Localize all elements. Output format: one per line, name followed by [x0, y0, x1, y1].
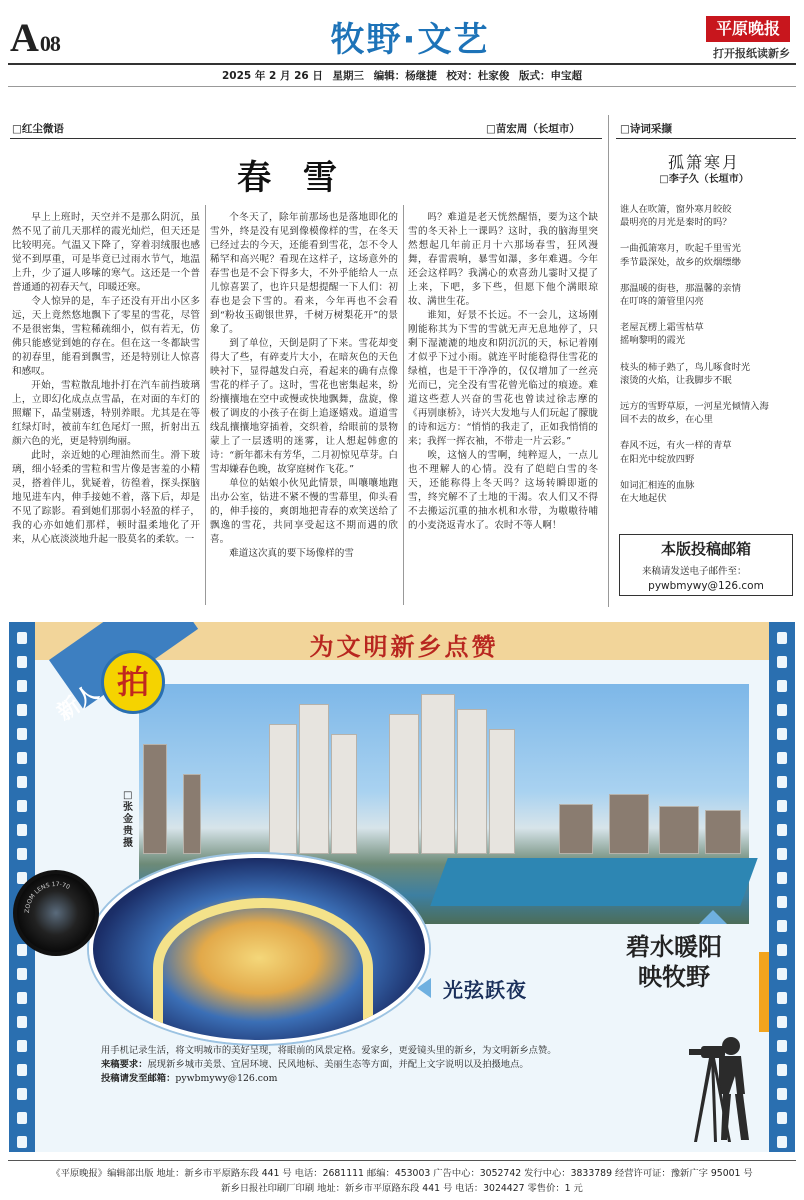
- article-column-1: [12, 211, 200, 547]
- night-photo-caption: 光弦跃夜: [443, 978, 527, 1002]
- poem-line: 摇响黎明的霞光: [620, 335, 686, 347]
- poem-line: 老屋瓦楞上霜雪枯草: [620, 322, 704, 334]
- poem-stanza: [620, 361, 792, 387]
- masthead-divider: [8, 63, 796, 65]
- article-paragraph: 单位的姑娘小伙见此情景，叫嚷嚷地跑出办公室，钻进不紧不慢的雪幕里，仰头看的，伸手接的，爽朗地把青春的欢笑送给了飘逸的雪花，共同享受起这不期而遇的欣喜。: [210, 478, 398, 545]
- article-paragraph: 开始，雪粒散乱地扑打在汽车前挡玻璃上，立即幻化成点点雪晶，在对面的车灯的照耀下，晶莹剔透，特别养眼。尤其是在等红绿灯时，被前车红色尾灯一照，折射出五颜六色的光，更是特别绚丽。: [12, 380, 200, 447]
- article-paragraph: 吗？难道是老天恍然醒悟，要为这个缺雪的冬天补上一课吗？这时，我的脑海里突然想起几年前正月十六那场春雪，狂风漫舞，春雷震响，暴雪如瀑，多年难遇。今年还会这样吗？我满心的欢喜劲儿霎时又提了上来，下吧，多下些，但愿下他个满眼琼妆、满世生花。: [408, 212, 598, 307]
- city-caption-line: 映牧野: [638, 963, 710, 991]
- article-title: 春 雪: [237, 158, 347, 198]
- poem-author: □李子久（长垣市）: [659, 174, 749, 185]
- newspaper-logo: 平原晚报: [706, 16, 790, 42]
- poem-line: 远方的雪野草原，一河星光倾情入海: [620, 401, 769, 413]
- pai-badge: 拍: [101, 650, 165, 714]
- issue-date: 2025 年 2 月 26 日: [221, 70, 323, 82]
- poem-line: 在大地起伏: [620, 493, 667, 505]
- dateline-divider: [8, 86, 796, 87]
- poem-line: 谁人在吹箫，窗外寒月皎皎: [620, 204, 732, 215]
- article-column-3: [408, 211, 598, 533]
- article-paragraph: 早上上班时，天空并不是那么阴沉，虽然不见了前几天那样的霞光灿烂，但天还是比较明亮。气温又下降了，穿着羽绒服也感觉不到厚重，可是毕竟已过雨水节气，地温上升，少了逼人哆嗦的寒气。这还是一个普普通通的初春天气，印暖还寒。: [12, 212, 200, 293]
- footer-line-1: 《平原晚报》编辑部出版 地址：新乡市平原路东段 441 号 电话：2681111 邮编：453003 广告中心：3052742 发行中心：3833789 经营许可证：豫新广字 95001 号: [51, 1168, 753, 1179]
- article-column-2: [210, 211, 398, 561]
- feature-intro: 用手机记录生活，将文明城市的美好呈现，将眼前的风景定格。爱家乡，更爱镜头里的新乡，为文明新乡点赞。: [101, 1045, 557, 1056]
- poem-stanza: [620, 242, 792, 268]
- article-byline: □苗宏周（长垣市）: [486, 123, 580, 135]
- new-label: 新人: [52, 680, 104, 727]
- layout-credit: 版式：申宝超: [519, 70, 583, 82]
- contribution-email[interactable]: pywbmywy@126.com: [648, 580, 764, 592]
- photographer-silhouette-icon: [679, 1030, 769, 1150]
- feature-note: [101, 1044, 661, 1086]
- svg-text:ZOOM LENS 17-70: [24, 881, 71, 913]
- dateline: [0, 68, 804, 83]
- poem-stanza: [620, 282, 792, 308]
- feature-title: 为文明新乡点赞: [309, 632, 499, 661]
- bridge-arch: [153, 898, 373, 1038]
- footer-line-2: 新乡日报社印刷厂印刷 地址：新乡市平原路东段 441 号 电话：3024427 零售价：1 元: [221, 1183, 583, 1194]
- article-paragraph: 个冬天了，除年前那场也是落地即化的雪外，终是没有见到像模像样的雪，在冬天已经过去的今天，还能看到雪花，怎不令人稀罕和高兴呢？看现在这样子，这场意外的春雪也是不会下得多大，不外乎能给人一点儿惊喜罢了，也许只是想提醒一下人们：初春也是会下雪的。看来，今年再也不会看到“粉妆玉砌银世界，千树万树梨花开”的景象了。: [210, 212, 398, 335]
- poem-stanza: [620, 400, 792, 426]
- river-shape: [430, 858, 757, 906]
- section-divider: [608, 115, 609, 607]
- poem-line: 枝头的柿子熟了，鸟儿啄食时光: [620, 361, 751, 373]
- article-paragraph: 到了单位，天倒是阴了下来。雪花却变得大了些，有碎麦片大小，在暗灰色的天色映衬下，显得越发白亮，看起来的确有点像雪花的样子了。这时，雪花也密集起来，纷纷攘攘地在空中或慢或快地飘舞，盘旋，像极了调皮的小孩子在街上追逐嬉戏。道道雪线乱攘攘地穿插着，交织着，给眼前的景物蒙上了一层透明的迷雾，让人想起韩愈的诗：“新年都未有芳华，二月初惊见草芽。白雪却嫌春色晚，故穿庭树作飞花。”: [210, 338, 398, 475]
- editor-credit: 编辑：杨继捷: [373, 70, 437, 82]
- photo-feature: [9, 622, 795, 1152]
- caption-arrow-up-icon: [699, 910, 727, 924]
- poem-line: 一曲孤箫寒月，吹起千里雪光: [620, 243, 741, 255]
- article-paragraph: 唉，这恼人的雪啊，纯粹逗人，一点儿也不理解人的心情。没有了皑皑白雪的冬天，还能称得上冬天吗？这场转瞬即逝的雪，终究解不了土地的干渴。农人们又不得不去搬运沉重的抽水机和水带，为嗷嗷待哺的小麦浇返青水了。农时不等人啊！: [408, 450, 598, 531]
- film-strip-right: [769, 622, 795, 1152]
- poem-line: 那温暖的街巷，那温馨的亲情: [620, 282, 741, 294]
- poem-stanza: [620, 439, 792, 465]
- article-paragraph: 此时，亲近她的心理油然而生。滑下玻璃，细小轻柔的雪粒和雪片像是害羞的小精灵，搭着伴儿，犹疑着，彷徨着，探头探脑地见进车内，伸手接她不着，落下后，却是不见了踪影。看到她们那弱小轻盈的样子，我的心亦如她们那样，顿时温柔地化了开来，从心底淡淡地升起一股莫名的柔软。一: [12, 450, 200, 545]
- photographer-credit: □张金贵 摄: [123, 790, 133, 849]
- poem-stanza: [620, 321, 792, 347]
- poem-title: 孤箫寒月: [667, 153, 740, 172]
- poem-line: 季节最深处，故乡的炊烟缥缈: [620, 256, 741, 268]
- camera-lens-icon: [13, 870, 99, 956]
- contribution-instruction: 来稿请发送电子邮件至：: [642, 566, 747, 577]
- poem-header-rule: [616, 138, 796, 139]
- article-header-rule: [10, 138, 602, 139]
- poem-line: 春风不远，有火一样的青草: [620, 440, 732, 452]
- city-photo-caption: [609, 932, 739, 992]
- feature-requirements: 来稿要求：展现新乡城市美景、宜居环境、民风地标、美丽生态等方面，并配上文字说明以及拍摄地点。: [101, 1059, 529, 1070]
- poem-stanza: [620, 479, 792, 505]
- issue-weekday: 星期三: [332, 70, 365, 82]
- poem-line: 在叮咚的箫管里闪亮: [620, 296, 704, 308]
- poem-line: 最明亮的月光是秦时的吗？: [620, 217, 732, 229]
- feature-submit: 投稿请发至邮箱：pywbmywy@126.com: [101, 1073, 278, 1084]
- poem-line: 滚烫的火焰，让我脚步不眠: [620, 374, 732, 386]
- poem-line: 回不去的故乡，在心里: [620, 414, 713, 426]
- article-paragraph: 令人惊异的是，车子还没有开出小区多远，天上竟然悠地飘下了零星的雪花，尽管不是很密集，雪粒稀疏细小，似有若无，仿佛只能感觉到她的存在。但在这一冬都缺雪的初春里，能看到飘雪，还是特别让人惊喜和感叹。: [12, 296, 200, 377]
- column-label-right: □诗词采撷: [620, 123, 672, 135]
- poem-body: [620, 203, 792, 518]
- footer-divider: [8, 1160, 796, 1161]
- poem-line: 如词汇相连的血脉: [620, 479, 695, 491]
- accent-strip: [759, 952, 769, 1032]
- column-label-left: □红尘微语: [12, 123, 64, 135]
- caption-arrow-icon: [417, 978, 431, 998]
- contribution-heading: 本版投稿邮箱: [660, 540, 751, 558]
- column-divider: [205, 205, 206, 605]
- lens-text: ZOOM LENS 17-70: [23, 880, 71, 914]
- poem-line: 在阳光中绽放四野: [620, 453, 695, 465]
- proofreader-credit: 校对：杜家俊: [446, 70, 510, 82]
- section-title: 牧野·文艺: [330, 20, 490, 60]
- night-bridge-photo: [89, 854, 429, 1044]
- logo-slogan: 打开报纸读新乡: [713, 47, 790, 60]
- feature-email[interactable]: pywbmywy@126.com: [175, 1073, 278, 1084]
- article-paragraph: 谁知，好景不长远。不一会儿，这场刚刚能称其为下雪的雪就无声无息地停了，只剩下湿漉漉的地皮和阴沉沉的天，标记着刚才似乎下过小雨。就连平时能稳得住雪花的绿植，也是干干净净的，仅仅增加了一丝亮光而已，完全没有雪花曾光临过的痕迹。难道这些惹人兴奋的雪花也曾读过徐志摩的《再别康桥》，诗兴大发地与人们玩起了朦胧的诗和远方：“悄悄的我走了，正如我悄悄的来；我挥一挥衣袖，不带走一片云彩。”: [408, 310, 598, 447]
- page-number: A08: [10, 15, 60, 60]
- article-paragraph: 难道这次真的要下场像样的雪: [229, 548, 354, 559]
- column-divider: [403, 205, 404, 605]
- city-caption-line: 碧水暖阳: [626, 933, 722, 961]
- contribution-box: [619, 534, 793, 596]
- poem-stanza: [620, 203, 792, 229]
